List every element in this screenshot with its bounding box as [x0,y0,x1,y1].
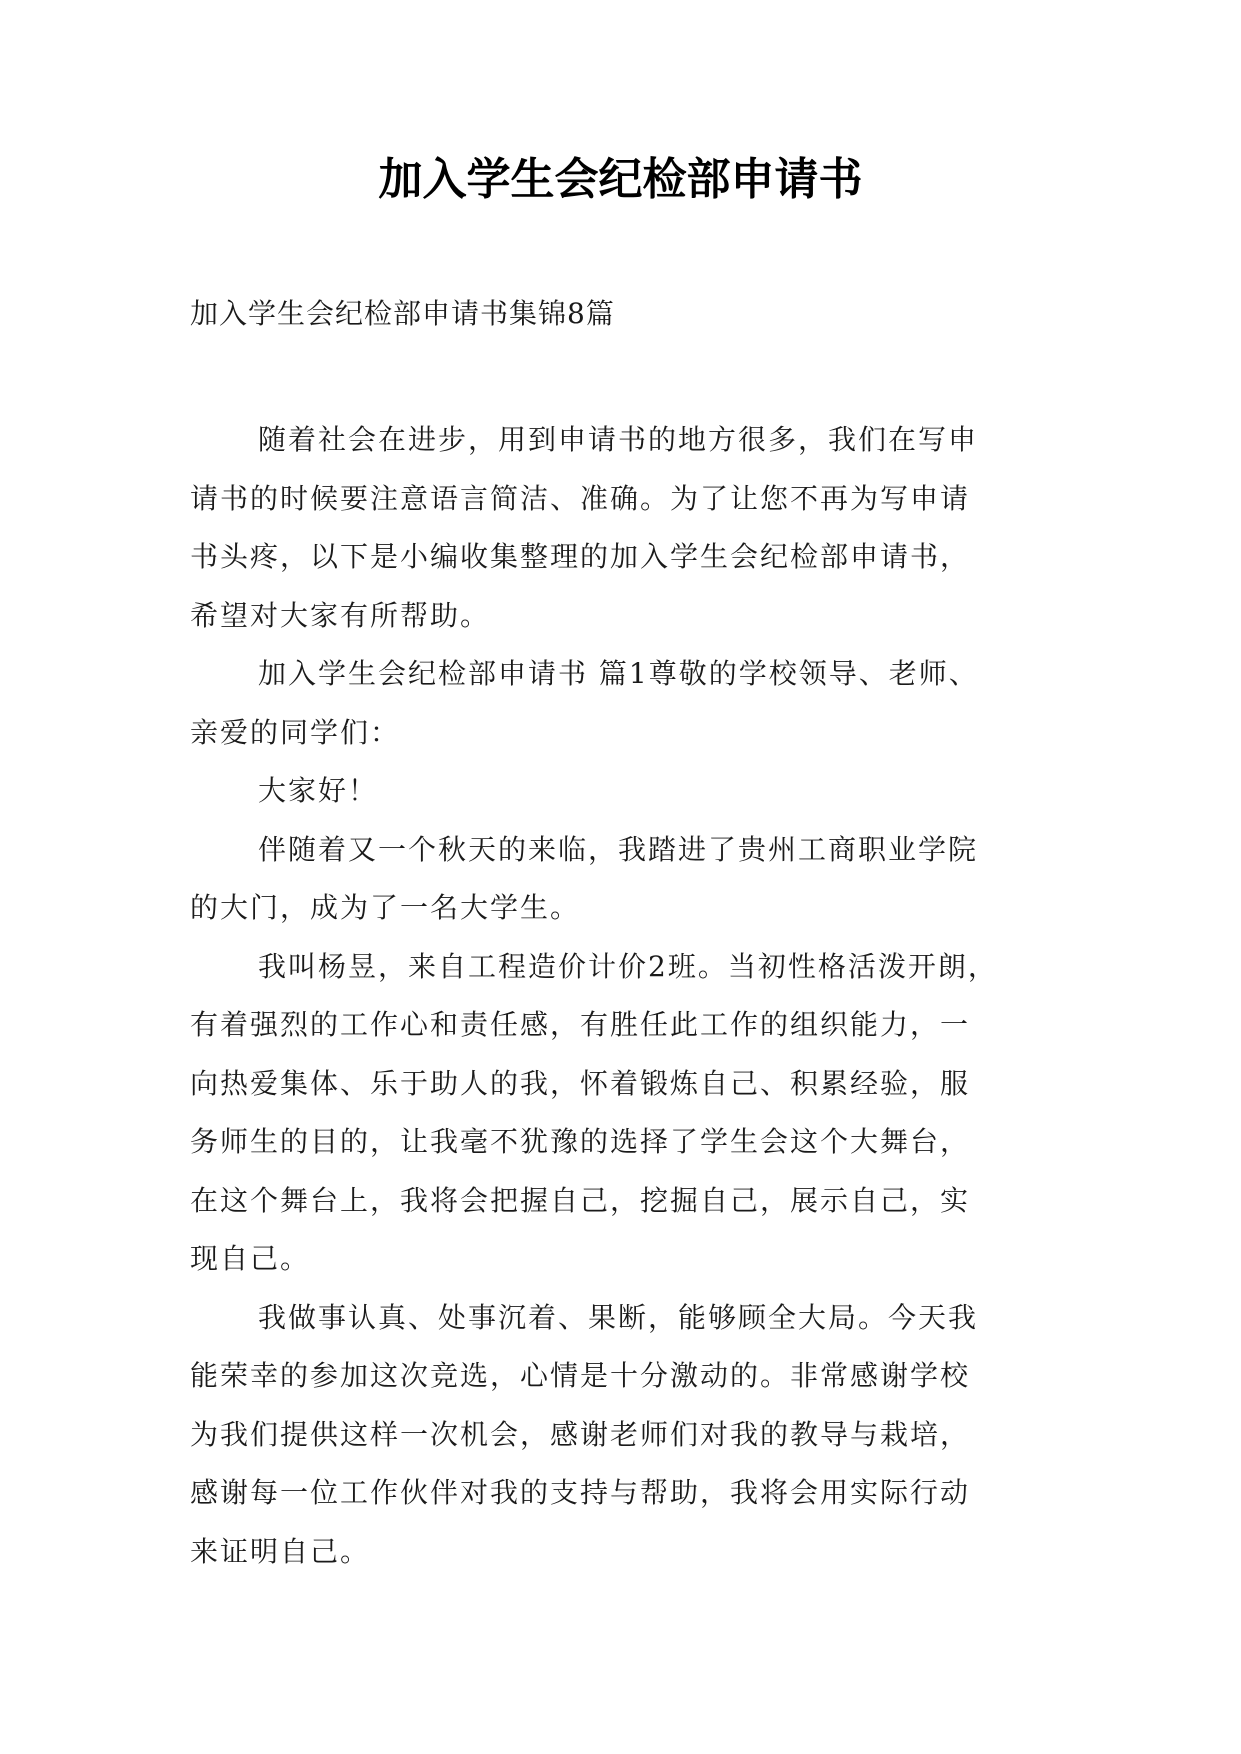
paragraph-line: 我做事认真、处事沉着、果断，能够顾全大局。今天我 [258,1300,979,1334]
paragraph-line: 务师生的目的，让我毫不犹豫的选择了学生会这个大舞台， [190,1125,971,1158]
paragraph-line: 来证明自己。 [190,1534,371,1568]
paragraph-line: 感谢每一位工作伙伴对我的支持与帮助，我将会用实际行动 [190,1476,971,1509]
document-title: 加入学生会纪检部申请书 [378,154,863,205]
paragraph-line: 为我们提供这样一次机会，感谢老师们对我的教导与栽培， [190,1417,971,1451]
paragraph-line: 伴随着又一个秋天的来临，我踏进了贵州工商职业学院 [258,832,979,866]
paragraph-line: 加入学生会纪检部申请书 篇1尊敬的学校领导、老师、 [258,657,979,690]
paragraph-line: 大家好！ [258,774,379,807]
paragraph-line: 书头疼，以下是小编收集整理的加入学生会纪检部申请书， [190,540,971,573]
paragraph-line: 能荣幸的参加这次竞选，心情是十分激动的。非常感谢学校 [190,1359,971,1392]
paragraph-line: 希望对大家有所帮助。 [190,598,491,632]
paragraph-line: 的大门，成为了一名大学生。 [190,891,581,924]
paragraph-line: 随着社会在进步，用到申请书的地方很多，我们在写申 [258,423,979,456]
paragraph-line: 我叫杨昱，来自工程造价计价2班。当初性格活泼开朗， [258,949,998,983]
paragraph-line: 亲爱的同学们： [190,715,401,749]
document-body [190,411,1070,1581]
paragraph-line: 请书的时候要注意语言简洁、准确。为了让您不再为写申请 [190,481,971,515]
document-subtitle: 加入学生会纪检部申请书集锦8篇 [190,297,615,330]
paragraph-line: 有着强烈的工作心和责任感，有胜任此工作的组织能力，一 [190,1008,971,1041]
paragraph-line: 在这个舞台上，我将会把握自己，挖掘自己，展示自己，实 [190,1183,971,1217]
paragraph-line: 向热爱集体、乐于助人的我，怀着锻炼自己、积累经验，服 [190,1066,971,1100]
paragraph-line: 现自己。 [190,1242,311,1275]
